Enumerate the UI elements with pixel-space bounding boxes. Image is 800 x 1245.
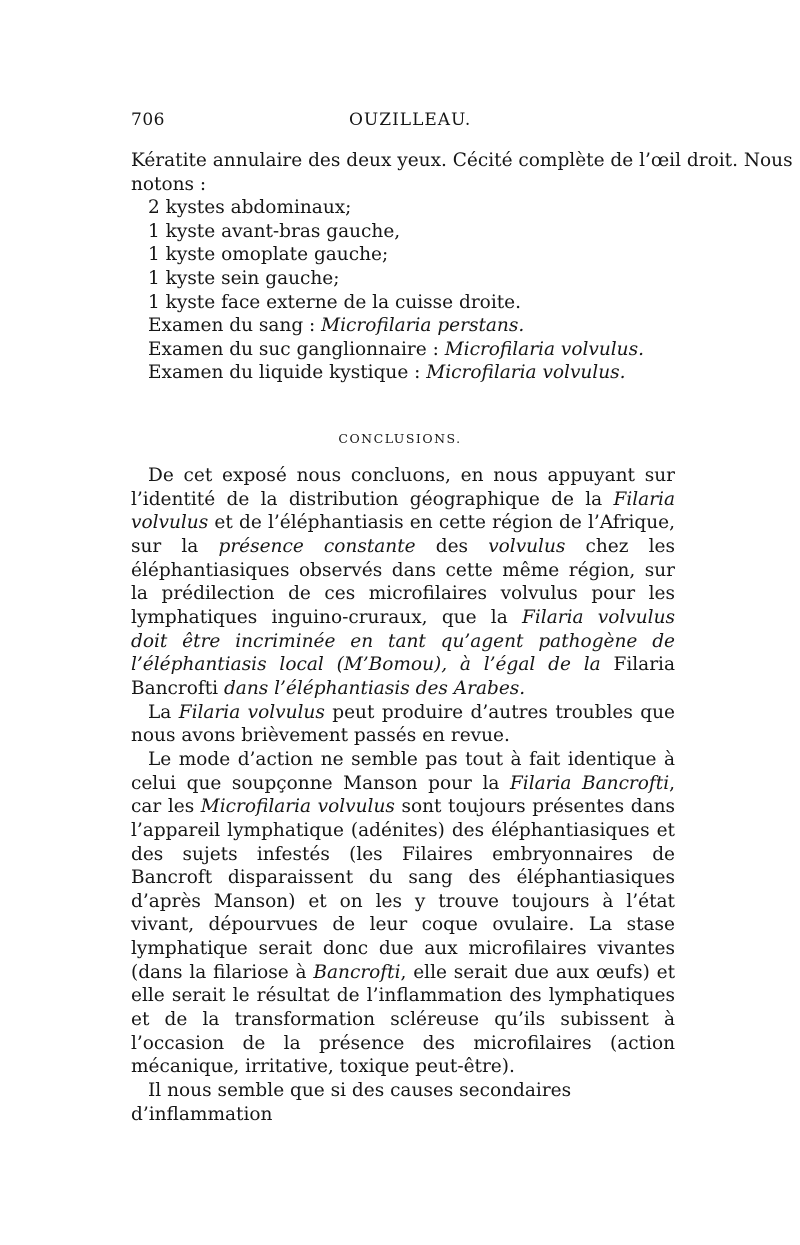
finding-item: 1 kyste face externe de la cuisse droite. <box>148 291 521 313</box>
exam-result <box>131 338 675 362</box>
case-observation <box>131 149 793 385</box>
finding-item: 1 kyste omoplate gauche; <box>148 244 389 266</box>
exam-value: Microfilaria volvulus. <box>444 338 644 360</box>
exam-label: Examen du liquide kystique : <box>148 362 427 384</box>
page-number: 706 <box>131 110 165 130</box>
conclusions-body <box>131 464 675 1126</box>
paragraph: De cet exposé nous concluons, en nous appuyant sur l’identité de la distribution géographique de la Filaria volvulus et de l’éléphantiasis en cette région de l’Afrique, sur la présence constante des volvulus chez les éléphantiasiques observés dans cette même région, sur la prédilection de ces microfilaires volvulus pour les lymphatiques inguino-cruraux, que la Filaria volvulus doit être incriminée en tant qu’agent pathogène de l’éléphantiasis local (M’Bomou), à l’égal de la Filaria Bancrofti dans l’éléphantiasis des Arabes. <box>131 465 676 699</box>
finding-item: 2 kystes abdominaux; <box>148 197 352 219</box>
section-heading: CONCLUSIONS. <box>338 431 462 446</box>
finding-item: 1 kyste avant-bras gauche, <box>148 220 401 242</box>
exam-value: Microfilaria perstans. <box>321 315 525 337</box>
paragraph: La Filaria volvulus peut produire d’autres troubles que nous avons brièvement passés en revue. <box>131 701 675 747</box>
paragraph: Le mode d’action ne semble pas tout à fait identique à celui que soupçonne Manson pour la Filaria Bancrofti, car les Microfilaria volvulus sont toujours présentes dans l’appareil lymphatique (adénites) des éléphantiasiques et des sujets infestés (les Filaires embryonnaires de Bancroft disparaissent du sang des éléphantiasiques d’après Manson) et on les y trouve toujours à l’état vivant, dépourvues de leur coque ovulaire. La stase lymphatique serait donc due aux microfilaires vivantes (dans la filariose à Bancrofti, elle serait due aux œufs) et elle serait le résultat de l’inflammation des lymphatiques et de la transformation scléreuse qu’ils subissent à l’occasion de la présence des microfilaires (action mécanique, irritative, toxique peut-être). <box>131 748 676 1078</box>
running-head <box>131 110 651 138</box>
exam-value: Microfilaria volvulus. <box>426 362 626 384</box>
exam-result <box>131 361 675 385</box>
observation-line: notons : <box>131 173 207 195</box>
finding-item: 1 kyste sein gauche; <box>148 267 340 289</box>
observation-line: Kératite annulaire des deux yeux. Cécité complète de l’œil droit. Nous <box>131 150 793 171</box>
exam-label: Examen du suc ganglionnaire : <box>148 338 445 360</box>
exam-result <box>131 314 675 338</box>
exam-label: Examen du sang : <box>148 315 322 337</box>
paragraph: Il nous semble que si des causes secondaires d’inflammation <box>131 1080 572 1125</box>
running-title: OUZILLEAU. <box>349 110 472 130</box>
